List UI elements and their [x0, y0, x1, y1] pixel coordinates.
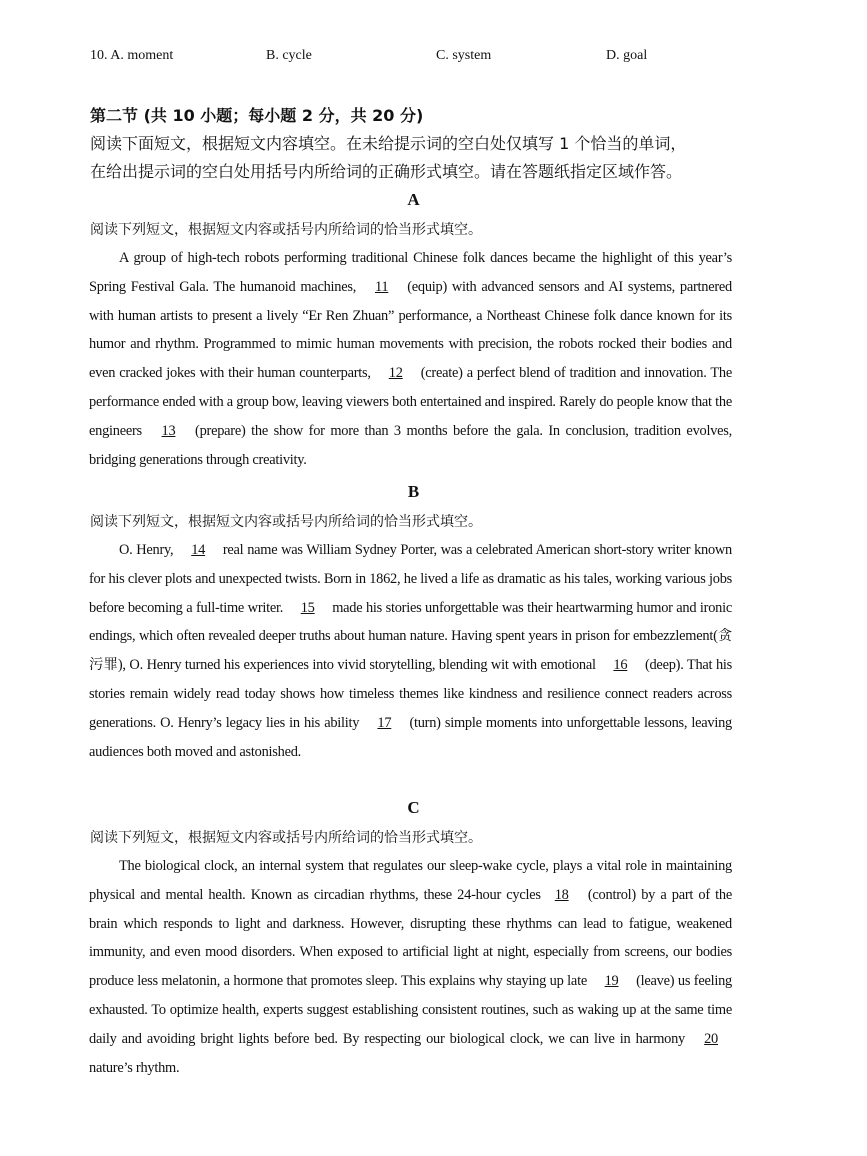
part-b-instruction: 阅读下列短文，根据短文内容或括号内所给词的恰当形式填空。 [90, 514, 482, 530]
option-c: C. system [436, 48, 492, 63]
section-instruction-line-1: 阅读下面短文，根据短文内容填空。在未给提示词的空白处仅填写 1 个恰当的单词， [90, 134, 687, 153]
blank-11: 11 [374, 278, 389, 295]
part-a-heading: A [407, 190, 420, 209]
blank-17: 17 [377, 714, 392, 731]
section-title: 第二节 (共 10 小题；每小题 2 分，共 20 分) [90, 106, 424, 125]
part-c-instruction: 阅读下列短文，根据短文内容或括号内所给词的恰当形式填空。 [90, 830, 482, 846]
option-b: B. cycle [266, 48, 312, 63]
passage-text: (leave) us feeling exhausted. To optimize health, experts suggest establishing consistent routines, such as waking up at the same time daily and avoiding bright lights before bed. By respecting our biological clock, we can live in harmony [89, 973, 733, 1047]
blank-14: 14 [191, 542, 206, 558]
part-c-passage [89, 852, 732, 1082]
section-instruction-line-2: 在给出提示词的空白处用括号内所给词的正确形式填空。请在答题纸指定区域作答。 [90, 162, 683, 181]
blank-16: 16 [613, 657, 628, 674]
passage-text: nature’s rhythm. [89, 1059, 180, 1076]
part-b-passage [89, 536, 732, 766]
passage-text: (turn) simple moments into unforgettable lessons, leaving audiences both moved and astonished. [89, 714, 732, 760]
passage-text: (equip) with advanced sensors and AI systems, partnered with human artists to present a lively “Er Ren Zhuan” performance, a Northeast Chinese folk dance known for its humor and rhythm. Programmed to mimic human movements with precision, the robots rocked their bodies and even cracked jokes with their human counterparts, [89, 278, 732, 382]
part-a-passage [89, 244, 732, 474]
blank-18: 18 [554, 886, 569, 903]
blank-12: 12 [388, 365, 403, 382]
blank-15: 15 [300, 599, 315, 616]
passage-text: (prepare) the show for more than 3 months before the gala. In conclusion, tradition evolves, bridging generations through creativity. [89, 422, 732, 468]
blank-13: 13 [161, 422, 176, 439]
passage-text: made his stories unforgettable was their heartwarming humor and ironic endings, which often revealed deeper truths about human nature. Having spent years in prison for embezzlement(贪污罪), O. Henry turned his experiences into vivid storytelling, blending wit with emotional [89, 599, 733, 674]
part-c-heading: C [407, 798, 420, 817]
blank-20: 20 [704, 1030, 718, 1047]
passage-text: real name was William Sydney Porter, was a celebrated American short-story writer known for his clever plots and unexpected twists. Born in 1862, he lived a life as dramatic as his tales, working various jobs before becoming a full-time writer. [89, 542, 732, 616]
option-a: 10. A. moment [90, 48, 174, 63]
passage-text: (deep). That his stories remain widely read today shows how timeless themes like kindness and resilience connect readers across generations. O. Henry’s legacy lies in his ability [89, 657, 732, 731]
part-a-instruction: 阅读下列短文，根据短文内容或括号内所给词的恰当形式填空。 [90, 222, 482, 238]
passage-text: (control) by a part of the brain which responds to light and darkness. However, disrupting these rhythms can lead to fatigue, weakened immunity, and even mood disorders. When exposed to artificial light at night, especially from screens, our bodies produce less melatonin, a hormone that promotes sleep. This explains why staying up late [89, 886, 732, 990]
question-10-options [90, 48, 790, 70]
passage-text: (create) a perfect blend of tradition and innovation. The performance ended with a group bow, leaving viewers both entertained and inspired. Rarely do people know that the engineers [89, 365, 732, 439]
option-d: D. goal [606, 48, 648, 63]
blank-19: 19 [604, 973, 619, 990]
part-b-heading: B [407, 482, 420, 501]
passage-text: O. Henry, [119, 542, 178, 558]
passage-text: The biological clock, an internal system that regulates our sleep-wake cycle, plays a vital role in maintaining physical and mental health. Known as circadian rhythms, these 24-hour cycles [89, 858, 732, 903]
passage-text: A group of high-tech robots performing traditional Chinese folk dances became the highlight of this year’s Spring Festival Gala. The humanoid machines, [89, 250, 732, 295]
